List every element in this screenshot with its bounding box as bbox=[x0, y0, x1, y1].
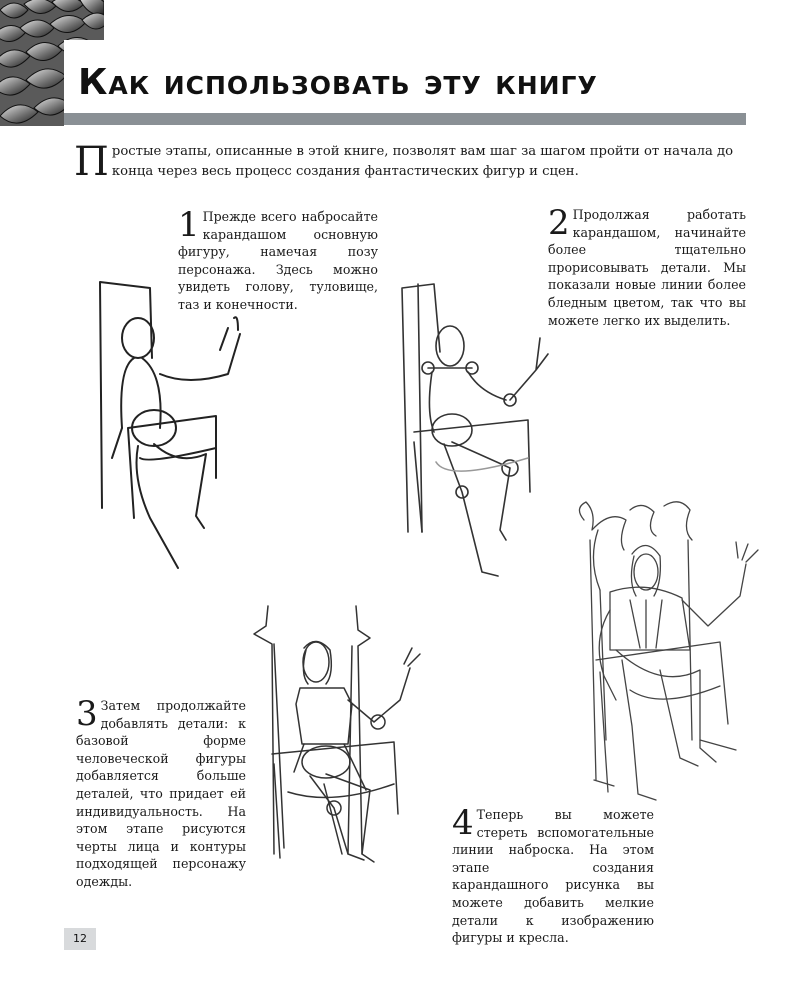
step-2-sketch-image bbox=[388, 282, 568, 584]
step-4-text-block bbox=[452, 803, 654, 947]
page-number: 12 bbox=[64, 928, 96, 950]
step-1-sketch-image bbox=[88, 278, 268, 580]
step-1-number: 1 bbox=[178, 205, 200, 245]
intro-dropcap: П bbox=[74, 139, 109, 185]
step-2-text: Продолжая работать карандашом, начинайте более тщательно прорисовывать детали. Мы показали новые линии более бледным цветом, так что вы можете легко их выделить. bbox=[548, 207, 746, 328]
intro-paragraph bbox=[74, 139, 746, 185]
title-underline-bar bbox=[64, 113, 746, 125]
step-3-text: Затем продолжайте добавлять детали: к базовой форме человеческой фигуры добавляется больше деталей, что придает ей индивидуальность. На этом этапе рисуются черты лица и контуры подходящей персонажу одежды. bbox=[76, 698, 246, 889]
step-4-number: 4 bbox=[452, 803, 474, 843]
step-1-text: Прежде всего набросайте карандашом основную фигуру, намечая позу персонажа. Здесь можно увидеть голову, туловище, таз и конечности. bbox=[178, 209, 378, 312]
step-4-sketch-image bbox=[570, 500, 770, 810]
step-4-text: Теперь вы можете стереть вспомогательные линии наброска. На этом этапе создания карандашного рисунка вы можете добавить мелкие детали к изображению фигуры и кресла. bbox=[452, 807, 654, 946]
intro-text: ростые этапы, описанные в этой книге, позволят вам шаг за шагом пройти от начала до конца через весь процесс создания фантастических фигур и сцен. bbox=[111, 144, 734, 179]
step-3-sketch-image bbox=[244, 604, 444, 868]
step-2-text-block bbox=[548, 203, 746, 329]
page-title: Как использовать эту книгу bbox=[78, 62, 598, 103]
step-2-number: 2 bbox=[548, 203, 570, 243]
step-3-text-block bbox=[76, 694, 246, 891]
step-3-number: 3 bbox=[76, 694, 98, 734]
